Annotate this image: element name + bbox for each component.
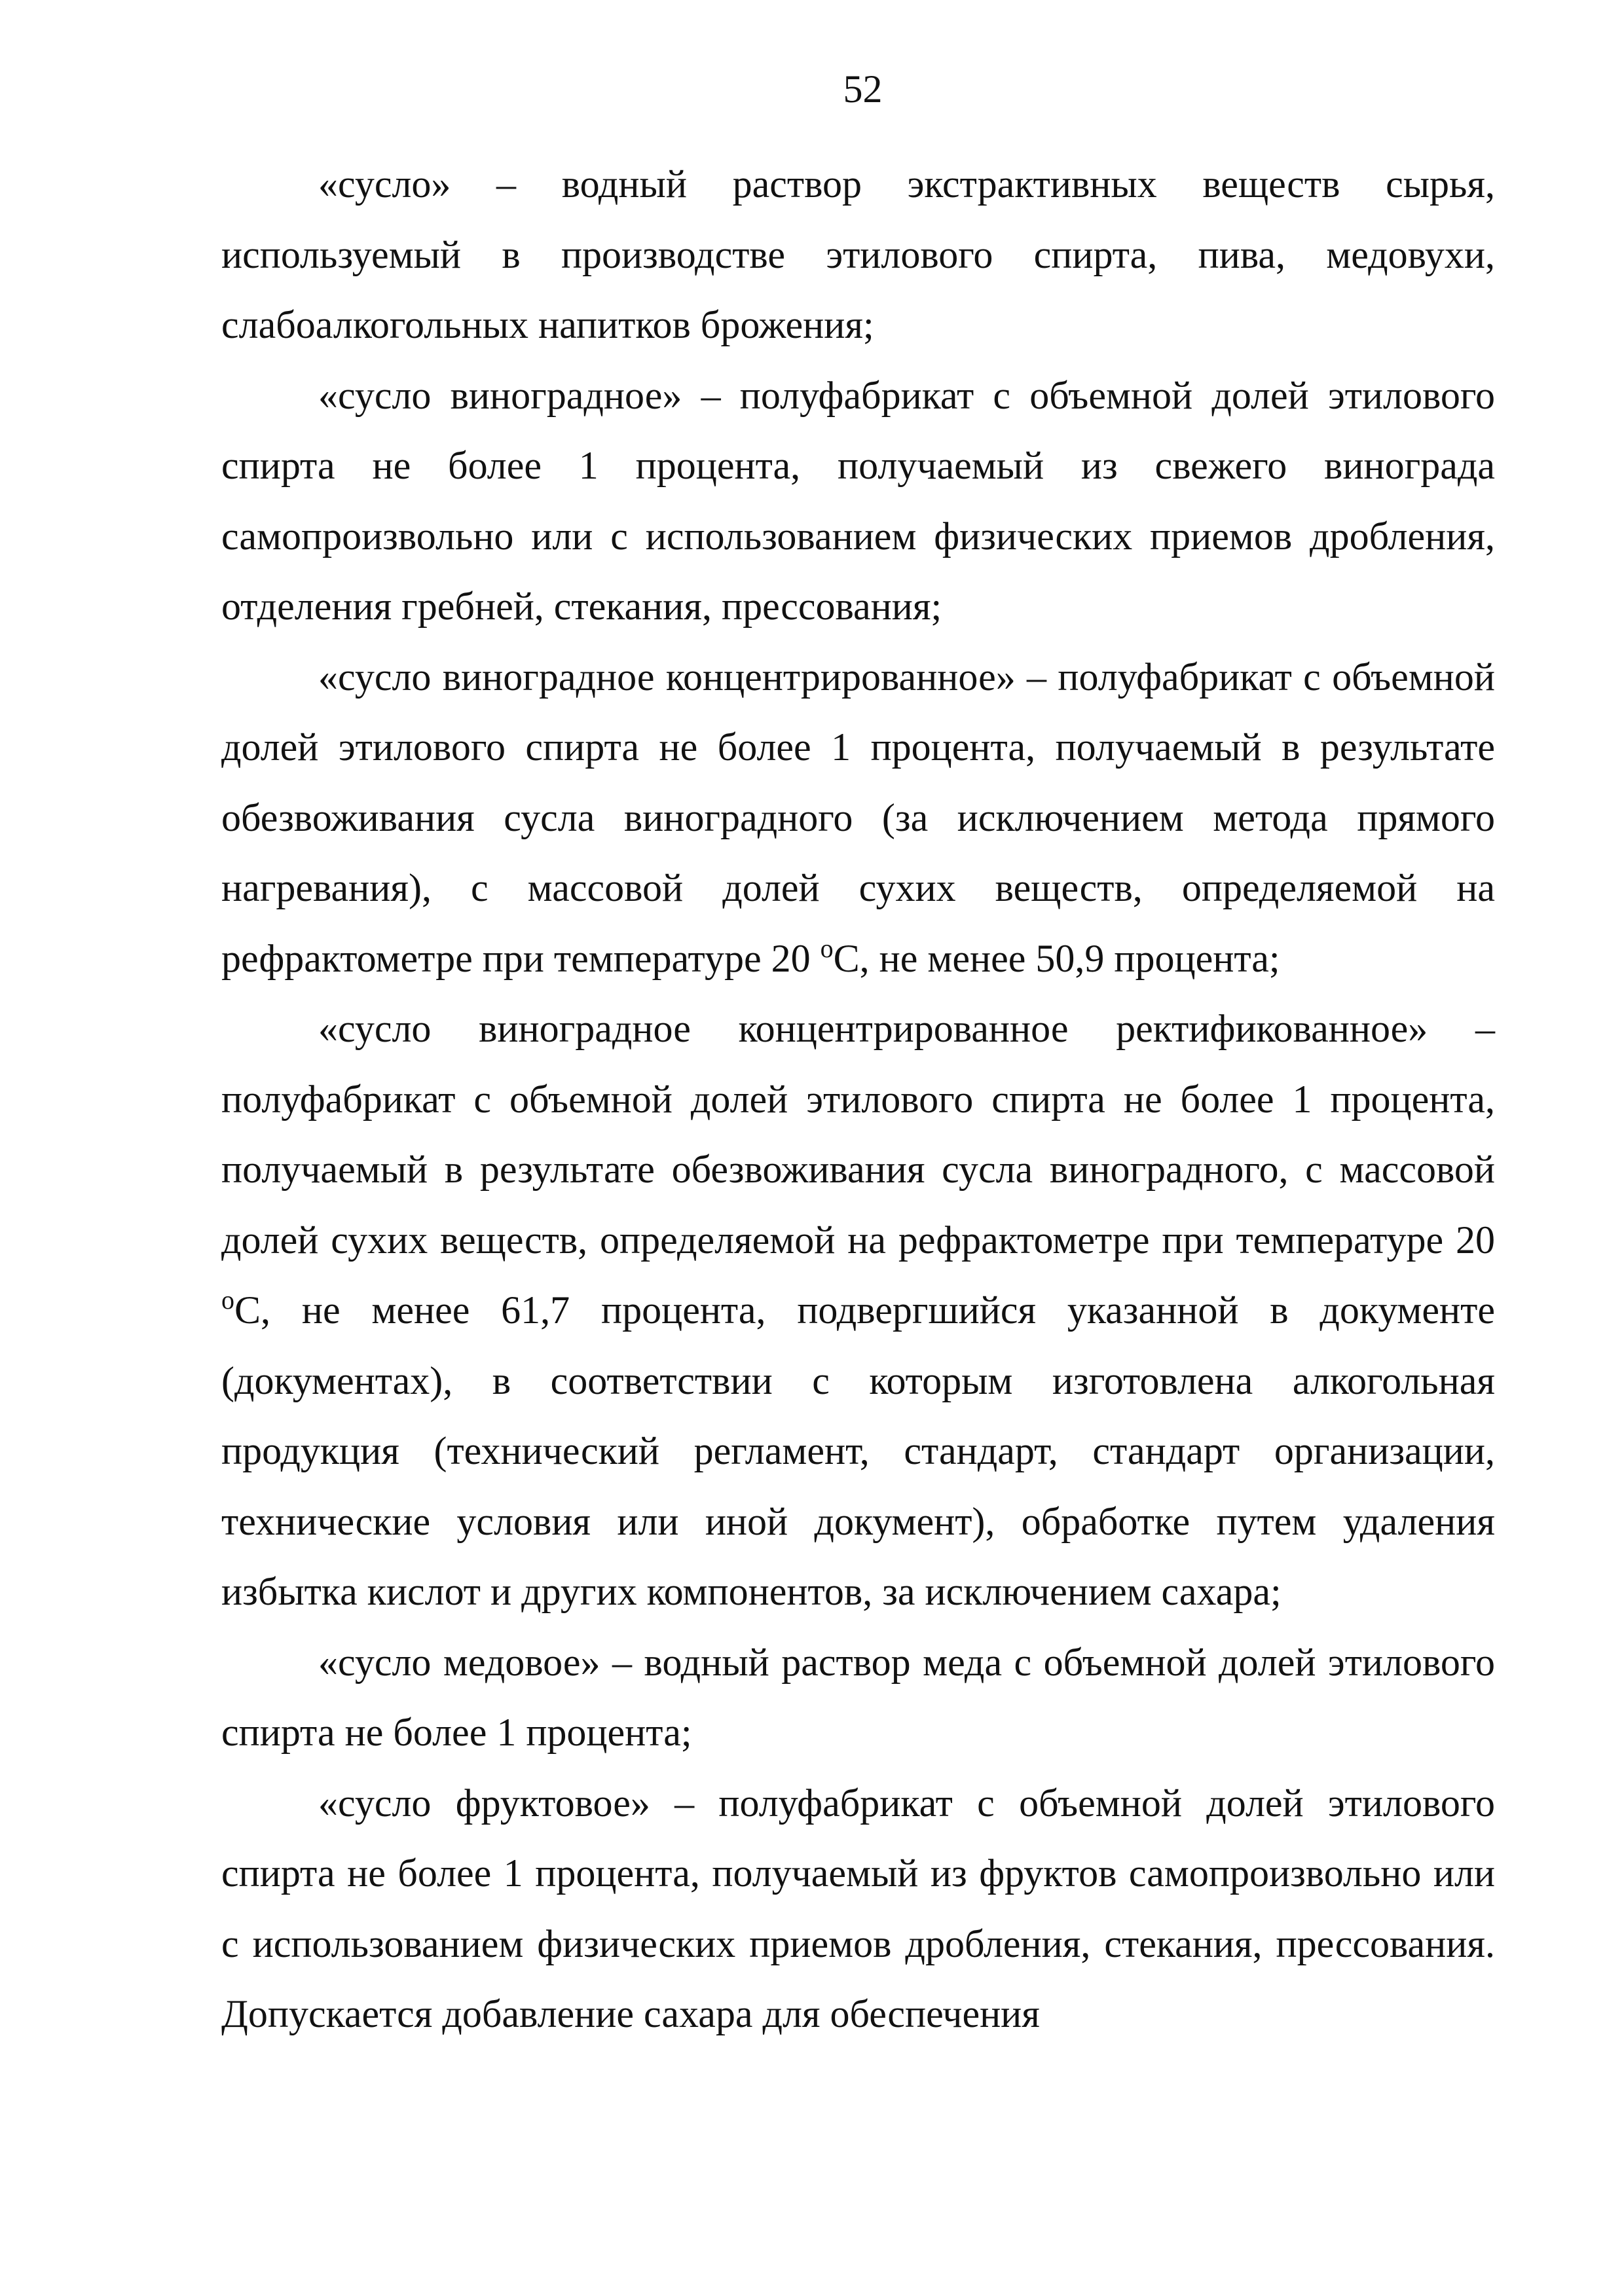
paragraph-text-part: «сусло виноградное концентрированное» – полуфабрикат с объемной долей этилового спирта не более 1 процента, получаемый в результате обезвоживания сусла виноградного (за исключением метода прямого нагревания), с массовой долей сухих веществ, определяемой на рефрактометре при температуре 20 [221,655,1495,980]
document-body [221,149,1495,2050]
page-number: 52 [843,67,883,111]
paragraph-suslo: «сусло» – водный раствор экстрактивных веществ сырья, используемый в производстве этилового спирта, пива, медовухи, слабоалкогольных напитков брожения; [221,162,1495,346]
paragraph-suslo-vinogradnoe: «сусло виноградное» – полуфабрикат с объемной долей этилового спирта не более 1 процента, получаемый из свежего винограда самопроизвольно или с использованием физических приемов дробления, отделения гребней, стекания, прессования; [221,373,1495,628]
paragraph-text-part: «сусло виноградное концентрированное ректификованное» – полуфабрикат с объемной долей этилового спирта не более 1 процента, получаемый в результате обезвоживания сусла виноградного, с массовой долей сухих веществ, определяемой на рефрактометре при температуре 20 [221,1007,1495,1262]
paragraph-suslo-vinogradnoe-koncentrirovannoe [221,642,1495,994]
paragraph-text-part: С, не менее 61,7 процента, подвергшийся указанной в документе (документах), в соответствии с которым изготовлена алкогольная продукция (технический регламент, стандарт, стандарт организации, технические условия или иной документ), обработке путем удаления избытка кислот и других компонентов, за исключением сахара; [221,1288,1495,1613]
paragraph-text-part: С, не менее 50,9 процента; [833,936,1280,980]
paragraph-suslo-fruktovoe: «сусло фруктовое» – полуфабрикат с объемной долей этилового спирта не более 1 процента, получаемый из фруктов самопроизвольно или с использованием физических приемов дробления, стекания, прессования. Допускается добавление сахара для обеспечения [221,1781,1495,2035]
paragraph-suslo-rektifikovannoe [221,994,1495,1628]
degree-superscript: о [820,933,834,963]
degree-superscript: о [221,1285,234,1315]
paragraph-suslo-medovoe: «сусло медовое» – водный раствор меда с объемной долей этилового спирта не более 1 процента; [221,1640,1495,1754]
